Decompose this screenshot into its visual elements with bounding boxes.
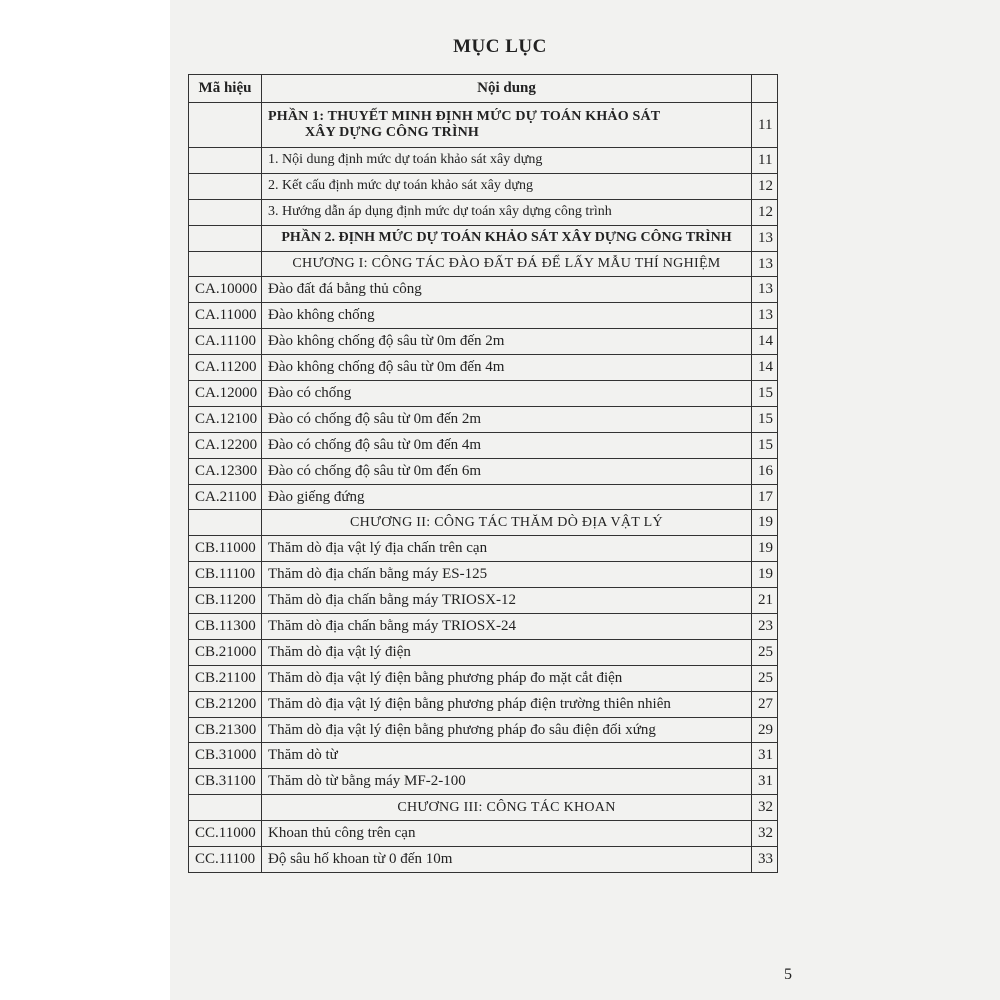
toc-row bbox=[189, 381, 778, 407]
toc-row bbox=[189, 432, 778, 458]
toc-body bbox=[189, 103, 778, 873]
toc-row bbox=[189, 536, 778, 562]
row-page: 13 bbox=[752, 303, 778, 329]
row-content: Thăm dò địa vật lý điện bằng phương pháp đo sâu điện đối xứng bbox=[262, 717, 752, 743]
row-content: CHƯƠNG II: CÔNG TÁC THĂM DÒ ĐỊA VẬT LÝ bbox=[262, 510, 752, 536]
row-page: 17 bbox=[752, 484, 778, 510]
toc-row bbox=[189, 355, 778, 381]
row-code bbox=[189, 225, 262, 251]
toc-row bbox=[189, 665, 778, 691]
row-code: CB.21200 bbox=[189, 691, 262, 717]
toc-table bbox=[188, 74, 778, 873]
toc-row bbox=[189, 743, 778, 769]
row-content: Đào có chống bbox=[262, 381, 752, 407]
page-number: 5 bbox=[784, 966, 792, 983]
row-content: Đào giếng đứng bbox=[262, 484, 752, 510]
row-page: 19 bbox=[752, 536, 778, 562]
toc-row bbox=[189, 821, 778, 847]
row-page: 14 bbox=[752, 355, 778, 381]
row-page: 29 bbox=[752, 717, 778, 743]
row-content: 1. Nội dung định mức dự toán khảo sát xây dựng bbox=[262, 148, 752, 174]
row-content: Thăm dò từ bbox=[262, 743, 752, 769]
row-content: Đào không chống bbox=[262, 303, 752, 329]
row-content: Đào có chống độ sâu từ 0m đến 4m bbox=[262, 432, 752, 458]
row-page: 19 bbox=[752, 510, 778, 536]
toc-row bbox=[189, 173, 778, 199]
row-page: 25 bbox=[752, 639, 778, 665]
row-content: Đào có chống độ sâu từ 0m đến 6m bbox=[262, 458, 752, 484]
row-code: CA.10000 bbox=[189, 277, 262, 303]
toc-row bbox=[189, 303, 778, 329]
row-code: CA.12000 bbox=[189, 381, 262, 407]
row-page: 15 bbox=[752, 406, 778, 432]
row-page: 12 bbox=[752, 199, 778, 225]
row-content: Thăm dò địa vật lý địa chấn trên cạn bbox=[262, 536, 752, 562]
row-content bbox=[262, 103, 752, 148]
toc-row bbox=[189, 614, 778, 640]
row-page: 32 bbox=[752, 795, 778, 821]
row-code: CB.11200 bbox=[189, 588, 262, 614]
row-code: CC.11000 bbox=[189, 821, 262, 847]
toc-row bbox=[189, 225, 778, 251]
row-page: 15 bbox=[752, 432, 778, 458]
row-code bbox=[189, 103, 262, 148]
row-code: CB.11300 bbox=[189, 614, 262, 640]
row-content: Thăm dò địa vật lý điện bằng phương pháp đo mặt cắt điện bbox=[262, 665, 752, 691]
row-content: Thăm dò địa vật lý điện bằng phương pháp điện trường thiên nhiên bbox=[262, 691, 752, 717]
row-page: 14 bbox=[752, 329, 778, 355]
header-content: Nội dung bbox=[262, 75, 752, 103]
toc-row bbox=[189, 329, 778, 355]
row-page: 31 bbox=[752, 769, 778, 795]
row-page: 12 bbox=[752, 173, 778, 199]
row-page: 13 bbox=[752, 225, 778, 251]
row-code: CB.21100 bbox=[189, 665, 262, 691]
row-content: Thăm dò từ bằng máy MF-2-100 bbox=[262, 769, 752, 795]
row-page: 25 bbox=[752, 665, 778, 691]
row-content: Đào không chống độ sâu từ 0m đến 4m bbox=[262, 355, 752, 381]
row-code bbox=[189, 795, 262, 821]
row-page: 33 bbox=[752, 847, 778, 873]
row-code bbox=[189, 199, 262, 225]
toc-row bbox=[189, 639, 778, 665]
row-page: 23 bbox=[752, 614, 778, 640]
row-code bbox=[189, 510, 262, 536]
toc-row bbox=[189, 562, 778, 588]
row-code: CA.12300 bbox=[189, 458, 262, 484]
row-code: CA.12200 bbox=[189, 432, 262, 458]
row-page: 16 bbox=[752, 458, 778, 484]
page-title: MỤC LỤC bbox=[453, 36, 547, 57]
row-page: 11 bbox=[752, 103, 778, 148]
toc-row bbox=[189, 148, 778, 174]
header-code: Mã hiệu bbox=[189, 75, 262, 103]
row-content: Thăm dò địa chấn bằng máy ES-125 bbox=[262, 562, 752, 588]
toc-row bbox=[189, 795, 778, 821]
row-page: 27 bbox=[752, 691, 778, 717]
row-content: CHƯƠNG I: CÔNG TÁC ĐÀO ĐẤT ĐÁ ĐỂ LẤY MẪU THÍ NGHIỆM bbox=[262, 251, 752, 277]
toc-row bbox=[189, 103, 778, 148]
row-code: CA.11000 bbox=[189, 303, 262, 329]
row-content: Thăm dò địa chấn bằng máy TRIOSX-12 bbox=[262, 588, 752, 614]
row-code: CA.12100 bbox=[189, 406, 262, 432]
row-page: 11 bbox=[752, 148, 778, 174]
row-content: Đào không chống độ sâu từ 0m đến 2m bbox=[262, 329, 752, 355]
toc-row bbox=[189, 199, 778, 225]
row-code bbox=[189, 148, 262, 174]
row-page: 31 bbox=[752, 743, 778, 769]
row-content: Độ sâu hố khoan từ 0 đến 10m bbox=[262, 847, 752, 873]
toc-row bbox=[189, 251, 778, 277]
toc-row bbox=[189, 588, 778, 614]
toc-row bbox=[189, 510, 778, 536]
row-code: CB.31000 bbox=[189, 743, 262, 769]
row-page: 13 bbox=[752, 277, 778, 303]
row-content: 2. Kết cấu định mức dự toán khảo sát xây dựng bbox=[262, 173, 752, 199]
toc-row bbox=[189, 769, 778, 795]
row-content: CHƯƠNG III: CÔNG TÁC KHOAN bbox=[262, 795, 752, 821]
row-code: CB.11100 bbox=[189, 562, 262, 588]
toc-row bbox=[189, 458, 778, 484]
row-code bbox=[189, 173, 262, 199]
row-code: CA.11200 bbox=[189, 355, 262, 381]
toc-row bbox=[189, 717, 778, 743]
row-code: CB.21000 bbox=[189, 639, 262, 665]
row-content: PHẦN 2. ĐỊNH MỨC DỰ TOÁN KHẢO SÁT XÂY DỰNG CÔNG TRÌNH bbox=[262, 225, 752, 251]
row-content: 3. Hướng dẫn áp dụng định mức dự toán xây dựng công trình bbox=[262, 199, 752, 225]
row-code: CC.11100 bbox=[189, 847, 262, 873]
row-page: 19 bbox=[752, 562, 778, 588]
row-page: 32 bbox=[752, 821, 778, 847]
part-title-line-2: XÂY DỰNG CÔNG TRÌNH bbox=[305, 125, 480, 140]
toc-row bbox=[189, 406, 778, 432]
row-page: 15 bbox=[752, 381, 778, 407]
row-code: CA.11100 bbox=[189, 329, 262, 355]
row-content: Thăm dò địa chấn bằng máy TRIOSX-24 bbox=[262, 614, 752, 640]
row-code: CB.31100 bbox=[189, 769, 262, 795]
row-code: CA.21100 bbox=[189, 484, 262, 510]
row-content: Khoan thủ công trên cạn bbox=[262, 821, 752, 847]
row-code: CB.11000 bbox=[189, 536, 262, 562]
toc-row bbox=[189, 484, 778, 510]
row-page: 21 bbox=[752, 588, 778, 614]
row-content: Thăm dò địa vật lý điện bbox=[262, 639, 752, 665]
row-content: Đào có chống độ sâu từ 0m đến 2m bbox=[262, 406, 752, 432]
toc-header-row bbox=[189, 75, 778, 103]
toc-row bbox=[189, 277, 778, 303]
header-page bbox=[752, 75, 778, 103]
part-title-line-1: PHẦN 1: THUYẾT MINH ĐỊNH MỨC DỰ TOÁN KHẢO SÁT bbox=[268, 109, 661, 124]
row-page: 13 bbox=[752, 251, 778, 277]
toc-row bbox=[189, 847, 778, 873]
row-code bbox=[189, 251, 262, 277]
row-content: Đào đất đá bằng thủ công bbox=[262, 277, 752, 303]
toc-row bbox=[189, 691, 778, 717]
row-code: CB.21300 bbox=[189, 717, 262, 743]
